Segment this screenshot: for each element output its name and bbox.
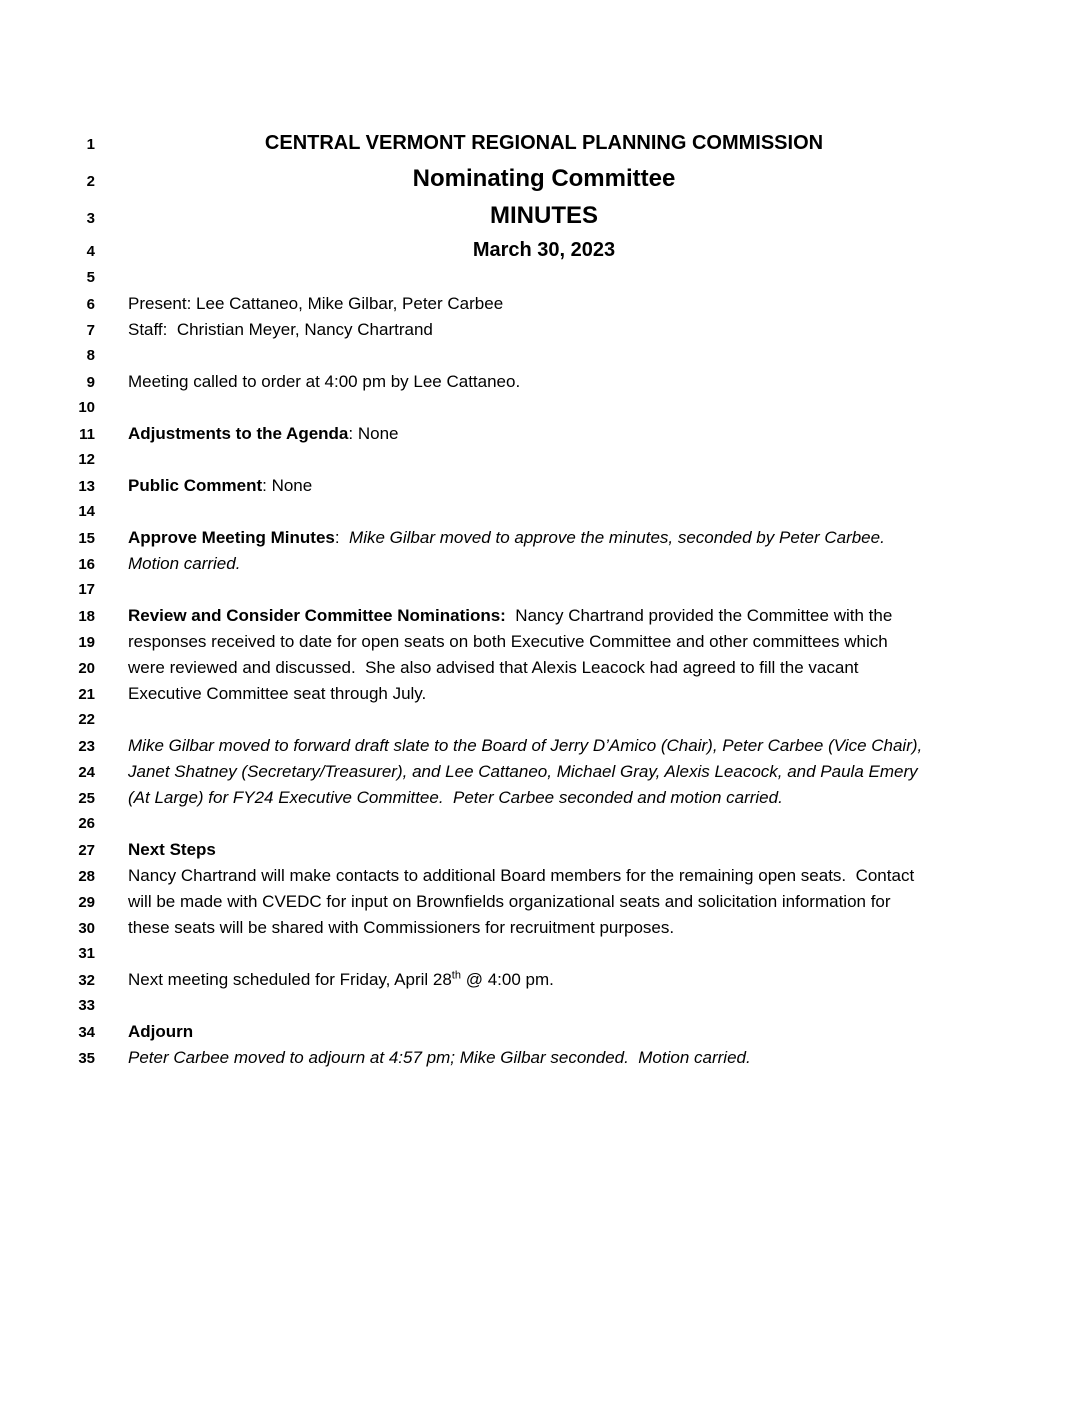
line-number: 29 [78,894,95,911]
doc-line-23 [0,733,1088,759]
text-segment: Present: Lee Cattaneo, Mike Gilbar, Peter Carbee [128,294,504,313]
line-number: 22 [78,711,95,728]
text-segment: will be made with CVEDC for input on Brownfields organizational seats and solicitation information for [128,892,891,911]
line-text [128,785,960,811]
text-segment: Peter Carbee moved to adjourn at 4:57 pm; Mike Gilbar seconded. Motion carried. [128,1048,751,1067]
line-text [128,551,960,577]
text-segment: Adjourn [128,1022,194,1041]
line-number: 23 [78,738,95,755]
line-number: 5 [86,269,95,286]
text-segment: were reviewed and discussed. She also advised that Alexis Leacock had agreed to fill the vacant [128,658,859,677]
doc-line-32 [0,967,1088,993]
doc-line-33 [0,993,1088,1019]
doc-line-15 [0,525,1088,551]
line-number: 16 [78,556,95,573]
line-number: 6 [86,296,95,313]
line-number: 11 [79,426,95,443]
doc-line-5 [0,265,1088,291]
line-number: 7 [86,322,95,339]
text-segment: CENTRAL VERMONT REGIONAL PLANNING COMMISSION [264,132,824,154]
doc-line-2 [0,161,1088,196]
line-number: 31 [78,945,95,962]
doc-line-10 [0,395,1088,421]
text-segment: th [451,969,461,982]
doc-line-25 [0,785,1088,811]
line-text [128,889,960,915]
line-text [128,317,960,343]
line-number: 17 [78,581,95,598]
doc-line-16 [0,551,1088,577]
line-number: 8 [86,347,95,364]
text-segment: these seats will be shared with Commissioners for recruitment purposes. [128,918,675,937]
line-text [128,126,960,161]
line-number: 24 [78,764,95,781]
text-segment: Motion carried. [128,554,241,573]
doc-line-21 [0,681,1088,707]
line-text [128,291,960,317]
text-segment: Nominating Committee [412,165,676,192]
line-number: 25 [78,790,95,807]
line-number: 18 [78,608,95,625]
line-text [128,863,960,889]
line-number: 32 [78,972,95,989]
doc-line-22 [0,707,1088,733]
line-number: 10 [78,399,95,416]
line-text [128,655,960,681]
doc-line-31 [0,941,1088,967]
doc-line-3 [0,196,1088,235]
line-number: 21 [78,686,95,703]
line-text [128,629,960,655]
text-segment: Next Steps [128,840,216,859]
text-segment: Executive Committee seat through July. [128,684,427,703]
line-text [128,759,960,785]
doc-line-7 [0,317,1088,343]
doc-line-20 [0,655,1088,681]
doc-line-13 [0,473,1088,499]
text-segment: Next meeting scheduled for Friday, April 28 [128,970,452,989]
doc-line-6 [0,291,1088,317]
line-text [128,1019,960,1045]
doc-line-12 [0,447,1088,473]
line-text [128,1045,960,1071]
text-segment: Approve Meeting Minutes [128,528,335,547]
line-text [128,733,960,759]
line-text [128,369,960,395]
line-number: 3 [86,210,95,227]
line-number: 4 [86,243,95,260]
text-segment: Nancy Chartrand will make contacts to additional Board members for the remaining open seats. Contact [128,866,915,885]
text-segment: : [334,528,350,547]
doc-line-19 [0,629,1088,655]
line-number: 30 [78,920,95,937]
text-segment: responses received to date for open seats on both Executive Committee and other committees which [128,632,888,651]
line-text [128,473,960,499]
line-number: 14 [78,503,95,520]
line-text [128,681,960,707]
doc-line-18 [0,603,1088,629]
doc-line-11 [0,421,1088,447]
line-text [128,603,960,629]
line-number: 34 [78,1024,95,1041]
line-number: 33 [78,997,95,1014]
line-text [128,837,960,863]
line-number: 13 [78,478,95,495]
doc-line-24 [0,759,1088,785]
line-number: 27 [78,842,95,859]
text-segment: Janet Shatney (Secretary/Treasurer), and Lee Cattaneo, Michael Gray, Alexis Leacock, and Paula Emery [128,762,918,781]
line-number: 26 [78,815,95,832]
line-number: 20 [78,660,95,677]
line-text [128,915,960,941]
line-number: 15 [78,530,95,547]
text-segment: Mike Gilbar moved to approve the minutes, seconded by Peter Carbee. [349,528,885,547]
doc-line-30 [0,915,1088,941]
doc-line-8 [0,343,1088,369]
doc-line-9 [0,369,1088,395]
text-segment: @ 4:00 pm. [460,970,554,989]
text-segment: : None [348,424,399,443]
doc-line-17 [0,577,1088,603]
text-segment: : None [262,476,313,495]
line-text [128,967,960,993]
line-text [128,161,960,196]
doc-line-35 [0,1045,1088,1071]
doc-line-4 [0,235,1088,265]
doc-line-14 [0,499,1088,525]
line-text [128,421,960,447]
line-text [128,235,960,265]
line-text [128,525,960,551]
line-number: 35 [78,1050,95,1067]
text-segment: (At Large) for FY24 Executive Committee. Peter Carbee seconded and motion carried. [128,788,783,807]
doc-line-26 [0,811,1088,837]
text-segment: MINUTES [490,202,598,229]
doc-line-29 [0,889,1088,915]
doc-line-34 [0,1019,1088,1045]
line-number: 2 [86,173,95,190]
text-segment: Mike Gilbar moved to forward draft slate to the Board of Jerry D’Amico (Chair), Peter Carbee (Vice Chair), [128,736,923,755]
line-number: 19 [78,634,95,651]
line-text [128,196,960,235]
line-number: 1 [86,136,95,153]
line-number: 9 [86,374,95,391]
text-segment: Review and Consider Committee Nominations: [128,606,506,625]
doc-line-1 [0,126,1088,161]
line-number: 12 [78,451,95,468]
text-segment: Staff: Christian Meyer, Nancy Chartrand [128,320,433,339]
doc-line-28 [0,863,1088,889]
line-number: 28 [78,868,95,885]
text-segment: Meeting called to order at 4:00 pm by Lee Cattaneo. [128,372,521,391]
text-segment: March 30, 2023 [472,239,616,261]
text-segment: Nancy Chartrand provided the Committee with the [505,606,893,625]
doc-line-27 [0,837,1088,863]
text-segment: Adjustments to the Agenda [128,424,349,443]
text-segment: Public Comment [128,476,263,495]
